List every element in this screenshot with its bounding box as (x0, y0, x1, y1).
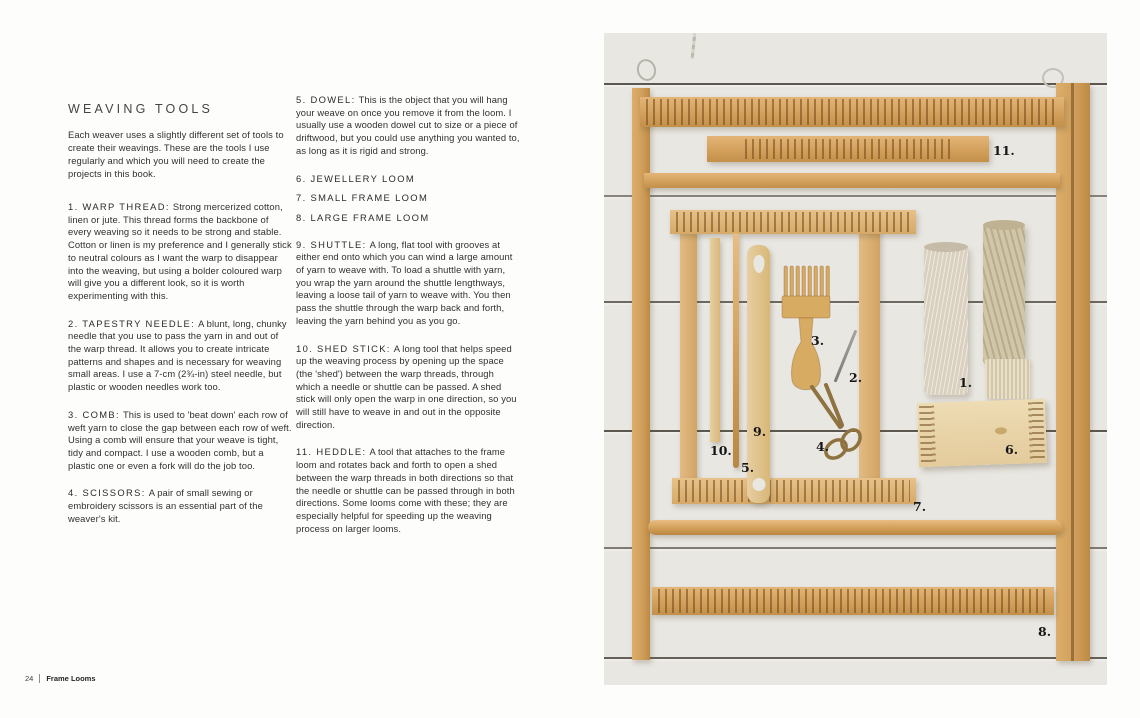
tool-entry-text: Strong mercerized cotton, linen or jute. This thread forms the backbone of every weaving so it needs to be strong and stable. Cotton or linen is my preference and I generally stick to neutral colours as I want the warp to disappear into the weaving, but using a bolder coloured warp will give you a different look, so it is worth experimenting with this. (68, 201, 292, 301)
small-frame-loom-bottom-bar (672, 478, 916, 504)
tool-entry-text: A long, flat tool with grooves at either end onto which you can wind a large amount of yarn to weave with. To load a shuttle with yarn, you wrap the yarn around the shuttle lengthways, leaving a loose tail of yarn to weave with. You then pass the shuttle through the warp back and forth, leaving the yarn behind you as you go. (296, 238, 513, 326)
weaving-comb-icon (782, 266, 830, 396)
tool-entry-label: 2. TAPESTRY NEEDLE: (68, 317, 196, 329)
tool-entry-label: 4. SCISSORS: (68, 487, 146, 499)
tool-entry-label: 9. SHUTTLE: (296, 238, 367, 250)
page-number: 24 (25, 674, 34, 683)
photo-label-9: 9. (753, 424, 767, 439)
tool-entry-text: This is used to 'beat down' each row of weft yarn to close the gap between each row of weft. Using a comb will ensure that your weave is tight, tidy and compact. I use a wooden comb, but a plastic one or even a fork will do the job too. (68, 408, 292, 471)
tool-entry-tapestry-needle (68, 318, 293, 394)
plank-line (604, 83, 1107, 85)
tool-entry-warp-thread (68, 201, 293, 303)
tools-photo (604, 33, 1107, 685)
tool-entry-comb (68, 409, 293, 473)
text-column-2 (296, 94, 521, 550)
warp-thread-bundle (985, 359, 1030, 399)
plank-line (604, 657, 1107, 659)
photo-label-6: 6. (1005, 442, 1019, 457)
page-title: WEAVING TOOLS (68, 102, 214, 117)
tool-entry-label: 8. LARGE FRAME LOOM (296, 211, 430, 223)
tool-entry-label: 6. JEWELLERY LOOM (296, 172, 415, 184)
tool-entry-label: 11. HEDDLE: (296, 446, 367, 458)
tool-entry-text: A long tool that helps speed up the weaving process by opening up the space (the 'shed') between the warp threads, through which a needle or shuttle can be passed. A shed stick will only open the warp in one direction, so you will still have to weave in and out in the opposite direction. (296, 342, 517, 430)
footer-section-title: Frame Looms (46, 674, 96, 683)
tool-entry-label: 1. WARP THREAD: (68, 201, 170, 212)
hanging-string (691, 33, 697, 59)
text-column-1 (68, 201, 293, 540)
photo-label-4: 4. (816, 439, 830, 454)
large-frame-loom-bottom-bar (652, 587, 1054, 615)
large-frame-loom-top-bar (640, 97, 1064, 127)
tool-entry-label: 10. SHED STICK: (296, 342, 391, 354)
intro-paragraph: Each weaver uses a slightly different set of tools to create their weavings. These are the tools I use regularly and which you will need to create the projects in this book. (68, 129, 284, 179)
tool-entry-label: 5. DOWEL: (296, 94, 356, 105)
tool-entry-text: This is the object that you will hang your weave on once you remove it from the loom. I usually use a wooden dowel cut to size or a piece of driftwood, but you could use anything you wanted to, as long as it is rigid and strong. (296, 94, 520, 156)
jewellery-loom-teeth (919, 406, 936, 464)
small-frame-loom-left-post (680, 228, 697, 483)
tool-entry-shuttle (296, 239, 521, 328)
tool-entry-label: 7. SMALL FRAME LOOM (296, 192, 429, 204)
warp-thread-spool (983, 223, 1025, 365)
tool-entry-dowel (296, 94, 521, 158)
tool-entry-scissors (68, 487, 293, 525)
heddle-tool (707, 136, 989, 162)
tool-entry-text: A pair of small sewing or embroidery scissors is an essential part of the weaver's kit. (68, 487, 263, 524)
jewellery-loom (917, 399, 1047, 467)
plank-line (604, 195, 1107, 197)
footer-divider (39, 674, 40, 683)
tool-entry-jewellery-loom (296, 173, 521, 186)
photo-label-7: 7. (913, 499, 927, 514)
tool-entry-small-frame-loom (296, 192, 521, 205)
large-frame-loom-cross-bar (644, 173, 1060, 188)
tool-entry-text: A blunt, long, chunky needle that you use to pass the yarn in and out of the warp thread. It allows you to create intricate patterns and shapes and is necessary for weaving small areas. I use a 7-cm (2¾-in) steel needle, but plastic or wooden needles work too. (68, 317, 287, 393)
tool-entry-label: 3. COMB: (68, 408, 120, 420)
photo-label-2: 2. (849, 370, 863, 385)
wood-knot (995, 427, 1007, 434)
tool-entry-shed-stick (296, 343, 521, 432)
large-frame-loom-dowel-bar (648, 520, 1062, 535)
shed-stick-tool (710, 238, 720, 442)
tool-entry-heddle (296, 446, 521, 535)
hanging-hook-icon (634, 57, 658, 83)
photo-label-11: 11. (993, 143, 1015, 158)
embroidery-scissors-icon (802, 381, 872, 465)
dowel-tool (733, 233, 739, 468)
photo-label-3: 3. (811, 333, 825, 348)
page-footer (25, 674, 96, 683)
jewellery-loom-teeth (1028, 402, 1045, 460)
large-frame-loom-right-post (1056, 83, 1090, 661)
warp-thread-tube (924, 245, 968, 395)
tool-entry-text: A tool that attaches to the frame loom and rotates back and forth to open a shed between the warp threads in both directions so that the needle or shuttle can be passed through in both directions. Some looms come with these; they are especially helpful for speeding up the weaving process on larger looms. (296, 446, 515, 534)
photo-label-5: 5. (741, 460, 755, 475)
tool-entry-large-frame-loom (296, 212, 521, 225)
photo-label-1: 1. (959, 375, 973, 390)
small-frame-loom-top-bar (670, 210, 916, 234)
photo-label-8: 8. (1038, 624, 1052, 639)
plank-line (604, 547, 1107, 549)
photo-label-10: 10. (710, 443, 732, 458)
